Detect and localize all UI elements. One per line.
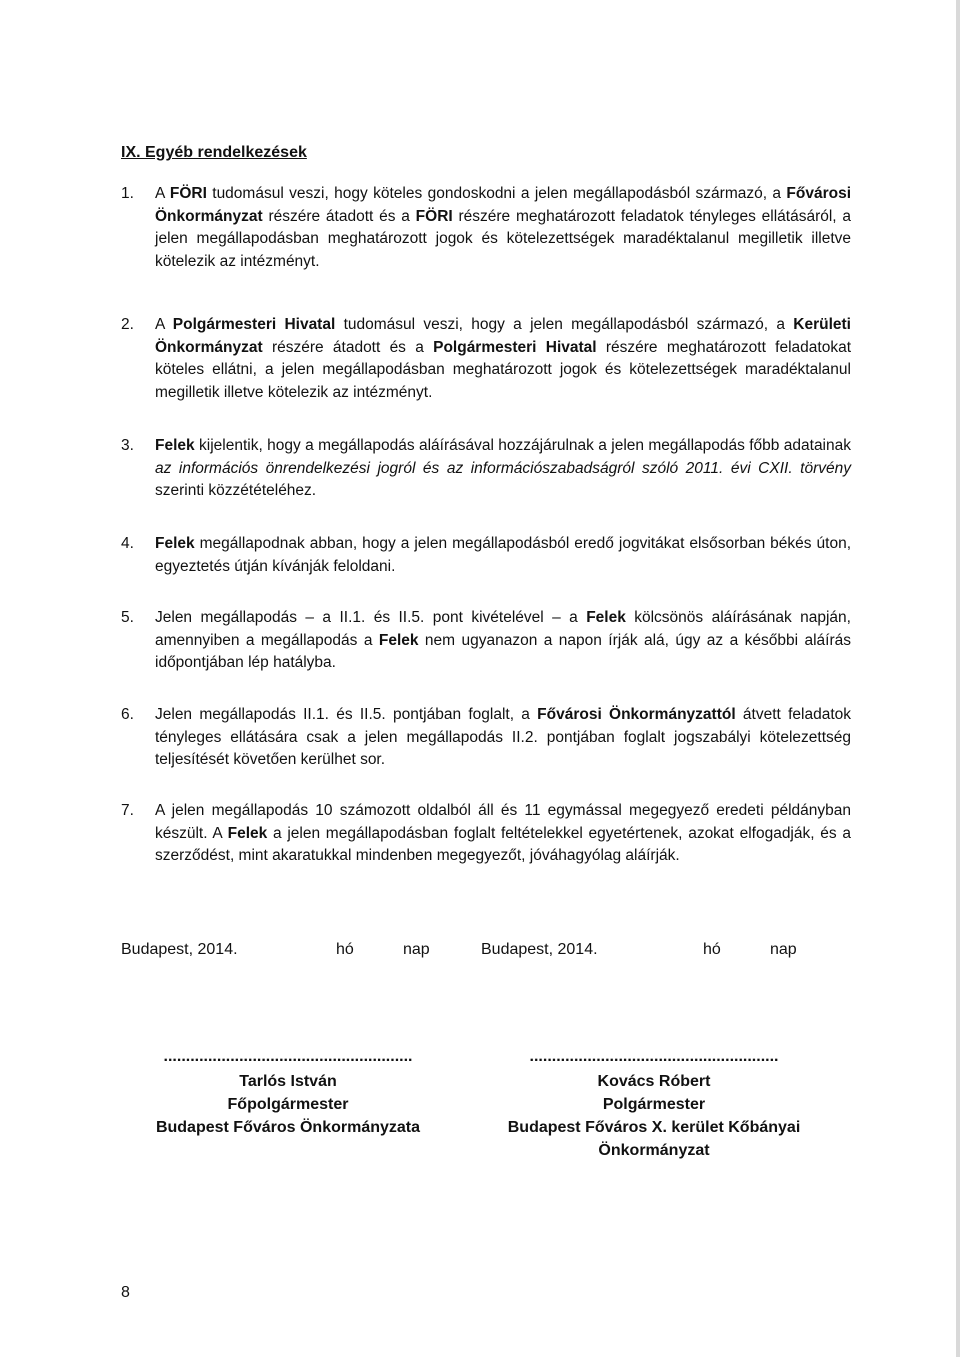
- clause-number: 3.: [121, 437, 134, 454]
- signature-block-left: [138, 1050, 438, 1139]
- scan-edge: [956, 0, 960, 1357]
- signatory-name: Kovács Róbert: [597, 1073, 711, 1090]
- clause-number: 7.: [121, 802, 134, 819]
- clause-text: Jelen megállapodás II.1. és II.5. pontjában foglalt, a Fővárosi Önkormányzattól átvett feladatok tényleges ellátására csak a jelen megállapodás II.2. pontjában foglalt jogszabályi kötelezettség teljesítését követően kerülhet sor.: [155, 706, 851, 768]
- date-right-month: hó: [703, 941, 721, 958]
- clause-text: A FÖRI tudomásul veszi, hogy köteles gondoskodni a jelen megállapodásból származó, a Fővárosi Önkormányzat részére átadott és a FÖRI részére meghatározott feladatok tényleges ellátásáról, a jelen megállapodásban meghatározott jogok és kötelezettségek maradéktalanul megilletik illetve kötelezik az intézményt.: [155, 185, 852, 270]
- signature-line: ........................................................: [163, 1048, 413, 1065]
- clause-text: Felek megállapodnak abban, hogy a jelen megállapodásból eredő jogvitákat elsősorban békés úton, egyeztetés útján kívánják feloldani.: [155, 535, 851, 575]
- clause-text: Felek kijelentik, hogy a megállapodás aláírásával hozzájárulnak a jelen megállapodás főbb adatainak az információs önrendelkezési jogról és az információszabadságról szóló 2011. évi CXII. törvény szerinti közzétételéhez.: [155, 437, 851, 499]
- signature-line: ........................................................: [529, 1048, 779, 1065]
- page-number: 8: [121, 1284, 130, 1301]
- section-heading: IX. Egyéb rendelkezések: [121, 144, 307, 161]
- date-left-day: nap: [403, 941, 430, 958]
- clause-5: [121, 607, 851, 675]
- clause-7: [121, 800, 851, 868]
- signatory-title: Főpolgármester: [227, 1096, 349, 1113]
- date-right-day: nap: [770, 941, 797, 958]
- signatory-organization: Budapest Főváros Önkormányzata: [155, 1119, 421, 1136]
- signatory-name: Tarlós István: [239, 1073, 337, 1090]
- clause-number: 4.: [121, 535, 134, 552]
- clause-text: Jelen megállapodás – a II.1. és II.5. pont kivételével – a Felek kölcsönös aláírásának napján, amennyiben a megállapodás a Felek nem ugyanazon a napon írják alá, úgy az a későbbi aláírás időpontjában lép hatályba.: [155, 609, 851, 671]
- clause-2: [121, 314, 851, 404]
- date-right-place: Budapest, 2014.: [481, 941, 598, 958]
- clause-number: 1.: [121, 185, 134, 202]
- clause-number: 2.: [121, 316, 134, 333]
- clause-3: [121, 435, 851, 503]
- clause-number: 6.: [121, 706, 134, 723]
- clause-number: 5.: [121, 609, 134, 626]
- clause-1: [121, 183, 851, 273]
- clause-6: [121, 704, 851, 772]
- signature-block-right: [504, 1050, 804, 1162]
- signatory-title: Polgármester: [602, 1096, 706, 1113]
- signatory-organization: Budapest Főváros X. kerület Kőbányai Önkormányzat: [507, 1119, 801, 1159]
- date-left-month: hó: [336, 941, 354, 958]
- date-left-place: Budapest, 2014.: [121, 941, 238, 958]
- clause-4: [121, 533, 851, 578]
- clause-text: A Polgármesteri Hivatal tudomásul veszi, hogy a jelen megállapodásból származó, a Kerületi Önkormányzat részére átadott és a Polgármesteri Hivatal részére meghatározott feladatokat köteles ellátni, a jelen megállapodásban meghatározott jogok és kötelezettségek maradéktalanul megilletik illetve kötelezik az intézményt.: [155, 316, 852, 401]
- clause-text: A jelen megállapodás 10 számozott oldalból áll és 11 egymással megegyező eredeti példányban készült. A Felek a jelen megállapodásban foglalt feltételekkel egyetértenek, azokat elfogadják, és a szerződést, mint akaratukkal mindenben megegyezőt, jóváhagyólag aláírják.: [155, 802, 851, 864]
